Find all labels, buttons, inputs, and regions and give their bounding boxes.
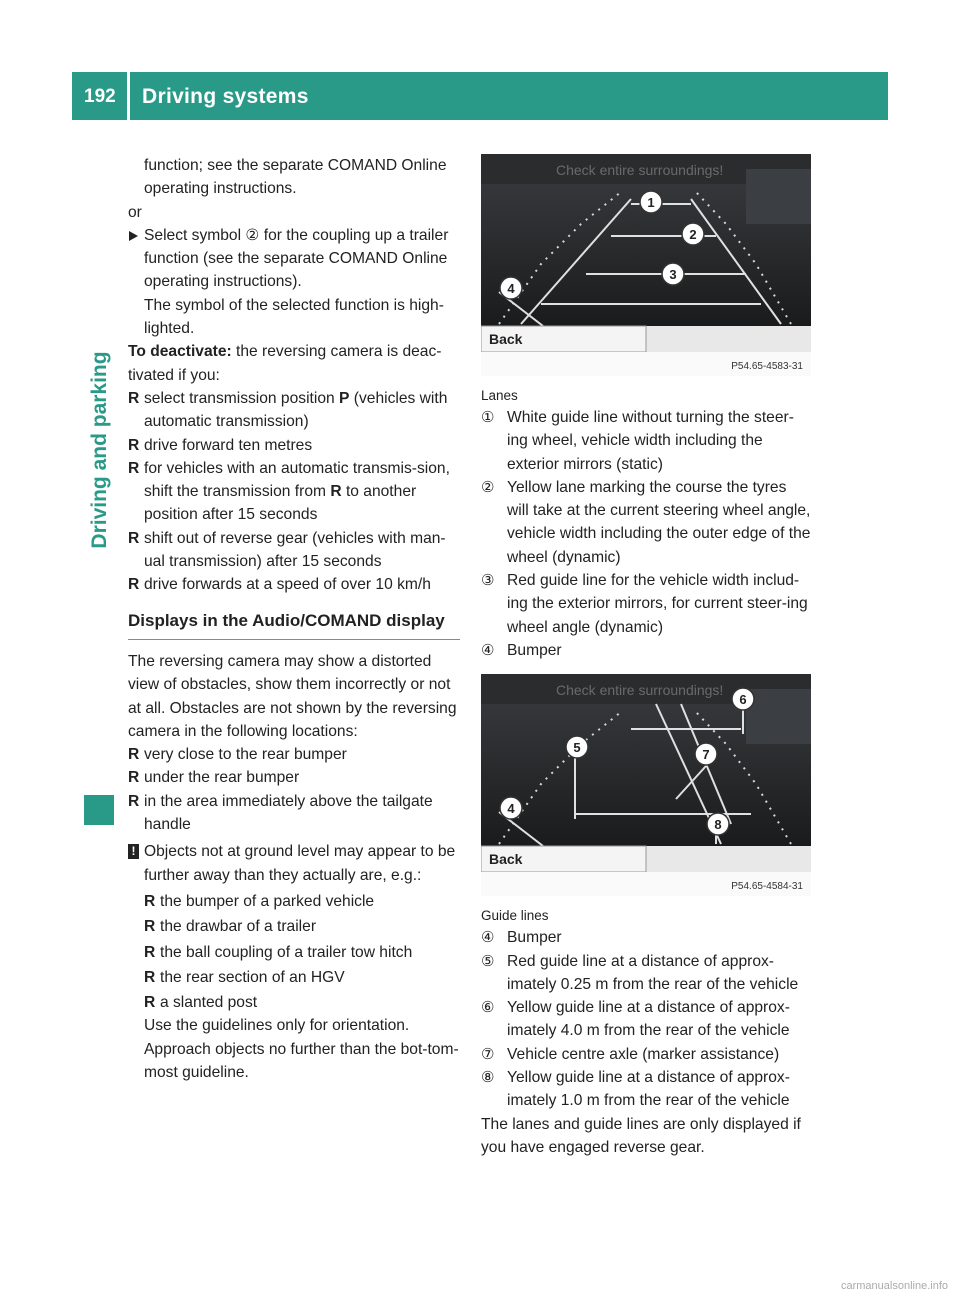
list-item: R shift out of reverse gear (vehicles with man-ual transmission) after 15 seconds (128, 527, 460, 574)
section-title: Driving systems (142, 85, 309, 108)
overlay-text: Check entire surroundings! (556, 162, 724, 178)
list-item: R in the area immediately above the tailgate handle (128, 790, 460, 837)
list-item: R select transmission position P (vehicles with automatic transmission) (128, 387, 460, 434)
or-text: or (128, 203, 142, 221)
image-code: P54.65-4583-31 (731, 361, 803, 372)
legend-number: ⑤ (481, 952, 495, 970)
callout-4: 4 (507, 281, 515, 296)
list-item: R the rear section of an HGV (128, 966, 460, 989)
bullet-icon: R (144, 968, 156, 986)
list-item: R the ball coupling of a trailer tow hitch (128, 941, 460, 964)
lanes-legend (481, 406, 811, 662)
legend-item: ⑦ Vehicle centre axle (marker assistance) (481, 1043, 811, 1066)
bullet-icon: R (128, 792, 140, 810)
legend-item: ⑥ Yellow guide line at a distance of approx-imately 4.0 m from the rear of the vehicle (481, 996, 811, 1043)
arrow-icon (129, 231, 138, 241)
callout-6: 6 (739, 692, 747, 708)
page-header (72, 72, 888, 120)
callout-5: 5 (573, 740, 581, 756)
instruction-step: Select symbol ② for the coupling up a trailer function (see the separate COMAND Online operating instructions). (128, 224, 460, 294)
guides-caption: Guide lines (481, 908, 549, 924)
closing-note: Use the guidelines only for orientation. Approach objects no further than the bot-tom-most guideline. (144, 1017, 459, 1081)
bullet-icon: R (128, 389, 140, 407)
list-item: R the bumper of a parked vehicle (128, 890, 460, 913)
callout-7: 7 (702, 747, 710, 763)
bullet-icon: R (128, 746, 140, 764)
bullet-icon: R (128, 459, 140, 477)
list-item: R drive forward ten metres (128, 434, 460, 457)
legend-item: ④ Bumper (481, 926, 811, 949)
guides-legend (481, 926, 811, 1112)
right-column (481, 154, 811, 1159)
step-note: The symbol of the selected function is high-lighted. (144, 296, 444, 338)
back-button: Back (489, 331, 523, 347)
bullet-icon: R (144, 994, 156, 1012)
camera-view-guides (481, 674, 811, 896)
list-item: R the drawbar of a trailer (128, 915, 460, 938)
legend-number: ③ (481, 572, 495, 590)
back-button: Back (489, 851, 523, 868)
lanes-caption: Lanes (481, 388, 518, 403)
section-heading: Displays in the Audio/COMAND display (128, 609, 460, 640)
callout-4: 4 (507, 801, 515, 817)
left-column (128, 154, 460, 1084)
bullet-icon: R (128, 529, 140, 547)
header-divider (127, 72, 130, 120)
closing-paragraph: The lanes and guide lines are only displayed if you have engaged reverse gear. (481, 1115, 801, 1156)
overlay-text: Check entire surroundings! (556, 682, 724, 699)
callout-1: 1 (647, 195, 655, 210)
sidebar-chapter-label: Driving and parking (88, 351, 111, 549)
legend-number: ⑥ (481, 999, 495, 1017)
legend-item: ① White guide line without turning the steer-ing wheel, vehicle width including the exterior mirrors (static) (481, 406, 811, 476)
legend-item: ② Yellow lane marking the course the tyres will take at the current steering wheel angle, vehicle width including the outer edge of the wheel (dynamic) (481, 476, 811, 569)
legend-item: ⑤ Red guide line at a distance of approx-imately 0.25 m from the rear of the vehicle (481, 950, 811, 997)
body-paragraph: The reversing camera may show a distorted view of obstacles, show them incorrectly or not at all. Obstacles are not shown by the reversing camera in the following locations: (128, 652, 457, 740)
legend-number: ② (481, 478, 495, 496)
intro-text: function; see the separate COMAND Online operating instructions. (144, 157, 447, 198)
legend-number: ⑧ (481, 1069, 495, 1087)
list-item: R drive forwards at a speed of over 10 km/h (128, 573, 460, 596)
legend-number: ④ (481, 641, 495, 659)
legend-item: ③ Red guide line for the vehicle width includ-ing the exterior mirrors, for current steer-ing wheel angle (dynamic) (481, 569, 811, 639)
callout-3: 3 (669, 267, 677, 282)
warning-note: ! Objects not at ground level may appear to be further away than they actually are, e.g.: (128, 840, 460, 887)
bullet-icon: R (144, 943, 156, 961)
callout-2: 2 (689, 227, 697, 242)
warning-icon: ! (128, 844, 139, 859)
watermark: carmanualsonline.info (840, 1280, 948, 1292)
bullet-icon: R (144, 892, 156, 910)
bullet-icon: R (144, 918, 156, 936)
bullet-icon: R (128, 769, 140, 787)
list-item: R very close to the rear bumper (128, 743, 460, 766)
coupling-symbol: ② (245, 226, 260, 244)
page-number: 192 (84, 86, 116, 107)
image-code: P54.65-4584-31 (731, 881, 803, 893)
sidebar (72, 120, 128, 1216)
bullet-icon: R (128, 436, 140, 454)
list-item: R a slanted post (128, 991, 460, 1014)
legend-number: ⑦ (481, 1045, 495, 1063)
camera-view-lanes (481, 154, 811, 376)
camera-image-guides (481, 674, 811, 896)
camera-image-lanes (481, 154, 811, 376)
legend-item: ⑧ Yellow guide line at a distance of approx-imately 1.0 m from the rear of the vehicle (481, 1066, 811, 1113)
legend-number: ① (481, 409, 495, 426)
deactivate-paragraph: To deactivate: the reversing camera is deac-tivated if you: (128, 343, 442, 384)
legend-number: ④ (481, 929, 495, 947)
sidebar-marker (84, 795, 114, 825)
callout-8: 8 (714, 817, 722, 833)
legend-item: ④ Bumper (481, 639, 811, 662)
bullet-icon: R (128, 576, 140, 594)
list-item: R under the rear bumper (128, 766, 460, 789)
list-item: R for vehicles with an automatic transmis-sion, shift the transmission from R to another position after 15 seconds (128, 457, 460, 527)
